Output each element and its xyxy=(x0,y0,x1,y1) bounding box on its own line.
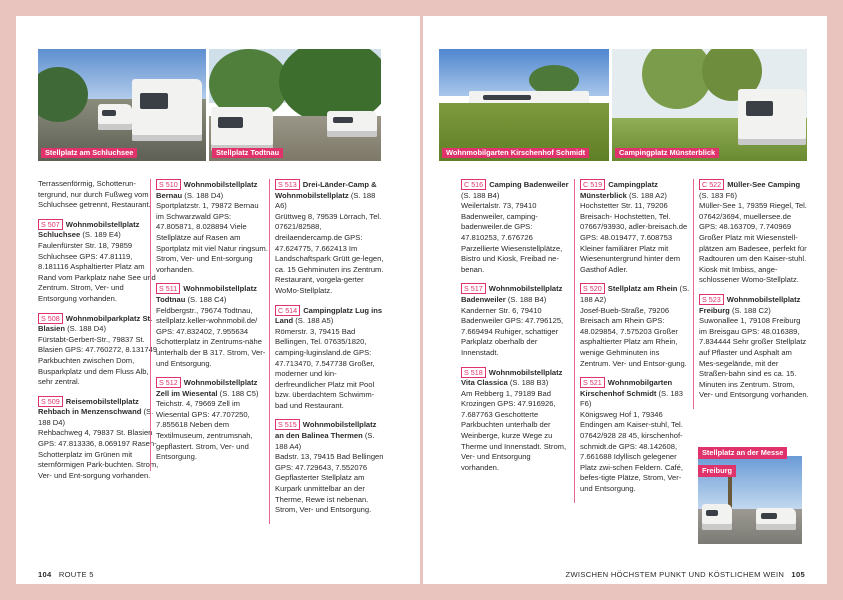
photo-caption: Wohnmobilgarten Kirschenhof Schmidt xyxy=(442,148,589,158)
text-column-1 xyxy=(38,179,161,489)
listing-entry xyxy=(580,179,690,275)
listing-map-ref: (S. 188 D4) xyxy=(67,324,106,334)
listing-title: Drei-Länder-Camp & Wohnmobilstellplatz xyxy=(275,180,377,200)
left-page xyxy=(16,16,420,584)
listing-map-ref: (S. 188 A5) xyxy=(295,316,334,326)
inset-caption xyxy=(698,442,787,478)
listing-body: Grüttweg 8, 79539 Lörrach, Tel. 07621/82588, dreilaendercamp.de GPS: 47.624775, 7.662413 Im Landschaftspark Grütt ge-legen, ca. 15 Gehminuten ins Zentrum. Restaurant, vorgela-gerter WoMo-Stellplatz. xyxy=(275,211,384,295)
photo-kirschenhof xyxy=(439,49,609,161)
page-number: 104 xyxy=(38,570,52,579)
text-column-3 xyxy=(269,179,385,524)
listing-title: Wohnmobilstellplatz Vita Classica xyxy=(461,367,563,388)
listing-body: Badstr. 13, 79415 Bad Bellingen GPS: 47.729643, 7.552076 Gepflasterter Stellplatz am Kurpark unmittelbar an der Therme, Rewe ist nebenan. Strom, Ver- und Entsorgung. xyxy=(275,452,384,515)
listing-code: C 516 xyxy=(461,179,486,190)
listing-map-ref: (S. 188 A4) xyxy=(275,431,375,451)
listing-body: Fürstabt-Gerbert-Str., 79837 St. Blasien GPS: 47.760272, 8.131749 Parkbuchten zwischen Dom, Busparkplatz und dem Fluss Alb, sehr zentral. xyxy=(38,334,158,387)
listing-entry xyxy=(699,179,809,286)
listing-code: S 509 xyxy=(38,396,63,407)
listing-body: Sportplatzstr. 1, 79872 Bernau im Schwarzwald GPS: 47.805871, 8.028894 Viele Stellplätze auf Rasen am Sportplatz mit viel Natur ringsum. Strom, Ver- und Ent-sorgung vorhanden. xyxy=(156,201,268,274)
listing-body: Müller-See 1, 79359 Riegel, Tel. 07642/3694, muellersee.de GPS: 48.163709, 7.740969 Großer Platz mit Wiesenstell-plätzen am Badesee, perfekt für Radtouren um den Kaiser-stuhl. Kiosk mit Imbiss, ange-schlossener Womo-Stellplatz. xyxy=(699,201,807,285)
listing-code: S 520 xyxy=(580,283,605,294)
listing-map-ref: (S. 188 D4) xyxy=(184,190,224,200)
listing-entry xyxy=(699,294,809,401)
listing-entry xyxy=(38,313,161,388)
listing-map-ref: (S. 188 D4) xyxy=(38,407,154,427)
text-column-5 xyxy=(574,179,690,503)
photo-todtnau xyxy=(209,49,381,161)
listing-body: Weilertalstr. 73, 79410 Badenweiler, camping-badenweiler.de GPS: 47.810253, 7.676726 Parzellierte Wiesenstellplätze, Bistro und Kiosk, Freibad ne-benan. xyxy=(461,201,563,274)
listing-body: Rehbachweg 4, 79837 St. Blasien GPS: 47.813336, 8.069197 Rasen-Schotterplatz im Grünen mit sternförmigen Park-buchten. Strom, Ver- und Ent-sorgung vorhanden. xyxy=(38,428,159,480)
listing-code: S 513 xyxy=(275,179,300,190)
listing-map-ref: (S. 188 B4) xyxy=(461,190,500,200)
listing-code: S 511 xyxy=(156,283,180,294)
listing-title: Campingplatz Münsterblick xyxy=(580,180,658,200)
page-number: 105 xyxy=(791,570,805,579)
text-column-6 xyxy=(693,179,809,409)
listing-body: Josef-Bueb-Straße, 79206 Breisach am Rhein GPS: 48.029854, 7.575203 Großer asphaltierter Platz am Rhein, wenige Gehminuten ins Zentrum. Ver- und Entsor-gung. xyxy=(580,305,687,368)
listing-map-ref: (S. 183 F6) xyxy=(699,190,737,200)
right-page xyxy=(423,16,827,584)
listing-body: Hochstetter Str. 11, 79206 Breisach- Hochstetten, Tel. 07667/93930, adler-breisach.de GPS: 48.019477, 7.608753 Kleiner familiärer Platz mit Wiesenuntergrund hinter dem Gasthof Adler. xyxy=(580,201,688,274)
photo-caption: Stellplatz an der Messe xyxy=(698,447,787,459)
listing-code: S 510 xyxy=(156,179,181,190)
listing-map-ref: (S. 189 E4) xyxy=(82,230,121,240)
photo-caption: Campingplatz Münsterblick xyxy=(615,148,719,158)
listing-entry xyxy=(156,377,268,463)
listing-code: C 519 xyxy=(580,179,605,190)
listing-body: Kanderner Str. 6, 79410 Badenweiler GPS: 47.796125, 7.669494 Ruhiger, schattiger Parkplatz oberhalb der Innenstadt. xyxy=(461,305,564,357)
listing-entry xyxy=(461,283,569,358)
listing-code: S 517 xyxy=(461,283,486,294)
listing-entry xyxy=(580,283,690,369)
listing-title: Stellplatz am Rhein xyxy=(607,284,678,294)
page-footer xyxy=(38,570,94,579)
listing-map-ref: (S. 188 A2) xyxy=(628,190,667,200)
listing-map-ref: (S. 188 B4) xyxy=(507,294,547,304)
page-footer xyxy=(566,570,805,579)
listing-entry xyxy=(461,179,569,275)
listing-title: Wohnmobilstellplatz Zell im Wiesental xyxy=(156,378,258,398)
photo-muensterblick xyxy=(612,49,807,161)
listing-title: Müller-See Camping xyxy=(727,180,801,189)
listing-body: Königsweg Hof 1, 79346 Endingen am Kaiser-stuhl, Tel. 07642/928 28 45, kirschenhof-schmidt.de GPS: 48.142608, 7.661688 Idyllisch gelegener Platz zwi-schen Feldern. Café, befes-tigte Plätze, Strom, Ver- und Entsorgung. xyxy=(580,409,683,494)
listing-title: Wohnmobilparkplatz St. Blasien xyxy=(38,313,153,334)
listing-code: S 515 xyxy=(275,419,300,430)
listing-code: C 514 xyxy=(275,305,300,316)
listing-map-ref: (S. 188 C5) xyxy=(219,388,259,398)
listing-entry xyxy=(461,367,569,474)
text-column-2 xyxy=(150,179,268,471)
listing-entry xyxy=(38,219,161,305)
photo-caption: Freiburg xyxy=(698,465,736,477)
listing-code: C 522 xyxy=(699,179,724,190)
listing-map-ref: (S. 188 B3) xyxy=(509,378,549,388)
chapter-title: ZWISCHEN HÖCHSTEM PUNKT UND KÖSTLICHEM WEIN xyxy=(565,570,785,579)
listing-map-ref: (S. 188 C2) xyxy=(731,305,771,315)
listing-title: Campingplatz Lug ins Land xyxy=(275,305,383,326)
listing-title: Wohnmobilstellplatz Todtnau xyxy=(156,284,257,304)
listing-entry xyxy=(38,179,161,211)
listing-body: Am Rebberg 1, 79189 Bad Krozingen GPS: 47.916926, 7.687763 Geschotterte Parkbuchten unterhalb der Weinberge, kurze Wege zu Therme und Innenstadt. Strom, Ver- und Entsorgung vorhanden. xyxy=(461,388,567,472)
listing-map-ref: (S. 188 A6) xyxy=(275,190,376,211)
listing-entry xyxy=(580,377,690,495)
listing-code: S 512 xyxy=(156,377,181,388)
photo-caption: Stellplatz am Schluchsee xyxy=(41,148,137,158)
listing-entry xyxy=(156,283,268,369)
listing-entry xyxy=(156,179,268,275)
listing-title: Camping Badenweiler xyxy=(489,180,569,189)
photo-schluchsee xyxy=(38,49,206,161)
listing-title: Wohnmobilstellplatz Bernau xyxy=(156,180,258,200)
listing-map-ref: (S. 188 C4) xyxy=(187,294,227,304)
photo-caption: Stellplatz Todtnau xyxy=(212,148,283,158)
listing-title: Wohnmobilstellplatz an den Balinea Thermen xyxy=(275,420,377,441)
text-column-4 xyxy=(461,179,569,481)
listing-code: S 521 xyxy=(580,377,605,388)
listing-body: Teichstr. 4, 79669 Zell im Wiesental GPS: 47.707250, 7.855618 Neben dem Textilmuseum, zentrumsnah, gepflastert. Strom, Ver- und Entsorgung. xyxy=(156,399,253,462)
listing-body: Faulenfürster Str. 18, 79859 Schluchsee GPS: 47.81119, 8.181116 Asphaltierter Platz am Rand vom Parkplatz nahe See und Zentrum. Strom, Ver- und Entsorgung vorhanden. xyxy=(38,240,156,303)
listing-map-ref: (S. 183 F6) xyxy=(580,388,683,409)
listing-title: Reisemobilstellplatz Rehbach in Menzenschwand xyxy=(38,396,142,417)
listing-body: Terrassenförmig, Schotterun-tergrund, nur durch Fußweg vom Schluchsee getrennt, Restaurant. xyxy=(38,179,151,210)
listing-title: Wohnmobilstellplatz Badenweiler xyxy=(461,284,563,304)
listing-title: Wohnmobilgarten Kirschenhof Schmidt xyxy=(580,378,673,398)
listing-code: S 518 xyxy=(461,367,486,378)
listing-body: Römerstr. 3, 79415 Bad Bellingen, Tel. 07635/1820, camping-luginsland.de GPS: 47.713470, 7.547738 Großer, moderner und kin-derfreundlicher Platz mit Pool bzw. überdachtem Schwimm-bad und Restaurant. xyxy=(275,326,375,410)
listing-title: Wohnmobilstellplatz Freiburg xyxy=(699,294,801,315)
route-label: ROUTE 5 xyxy=(58,570,94,579)
listing-map-ref: (S. 188 A2) xyxy=(580,284,690,304)
listing-code: S 523 xyxy=(699,294,724,305)
listing-title: Wohnmobilstellplatz Schluchsee xyxy=(38,219,140,240)
listing-entry xyxy=(275,305,385,412)
listing-entry xyxy=(38,396,161,482)
listing-body: Suwonallee 1, 79108 Freiburg im Breisgau GPS: 48.016389, 7.834444 Sehr großer Stellplatz auf Pflaster und Asphalt am Mes-segelände, mit der Straßen-bahn sind es ca. 15. Minuten ins Zentrum. Strom, Ver- und Entsorgung vorhanden. xyxy=(699,316,809,400)
listing-entry xyxy=(275,419,385,515)
listing-entry xyxy=(275,179,385,297)
listing-body: Feldbergstr., 79674 Todtnau, stellplatz.keller-wohnmobil.de/ GPS: 47.832402, 7.955634 Schotterplatz in Zentrums-nähe unterhalb der B 317. Strom, Ver- und Entsorgung. xyxy=(156,305,266,368)
listing-code: S 507 xyxy=(38,219,63,230)
listing-code: S 508 xyxy=(38,313,63,324)
